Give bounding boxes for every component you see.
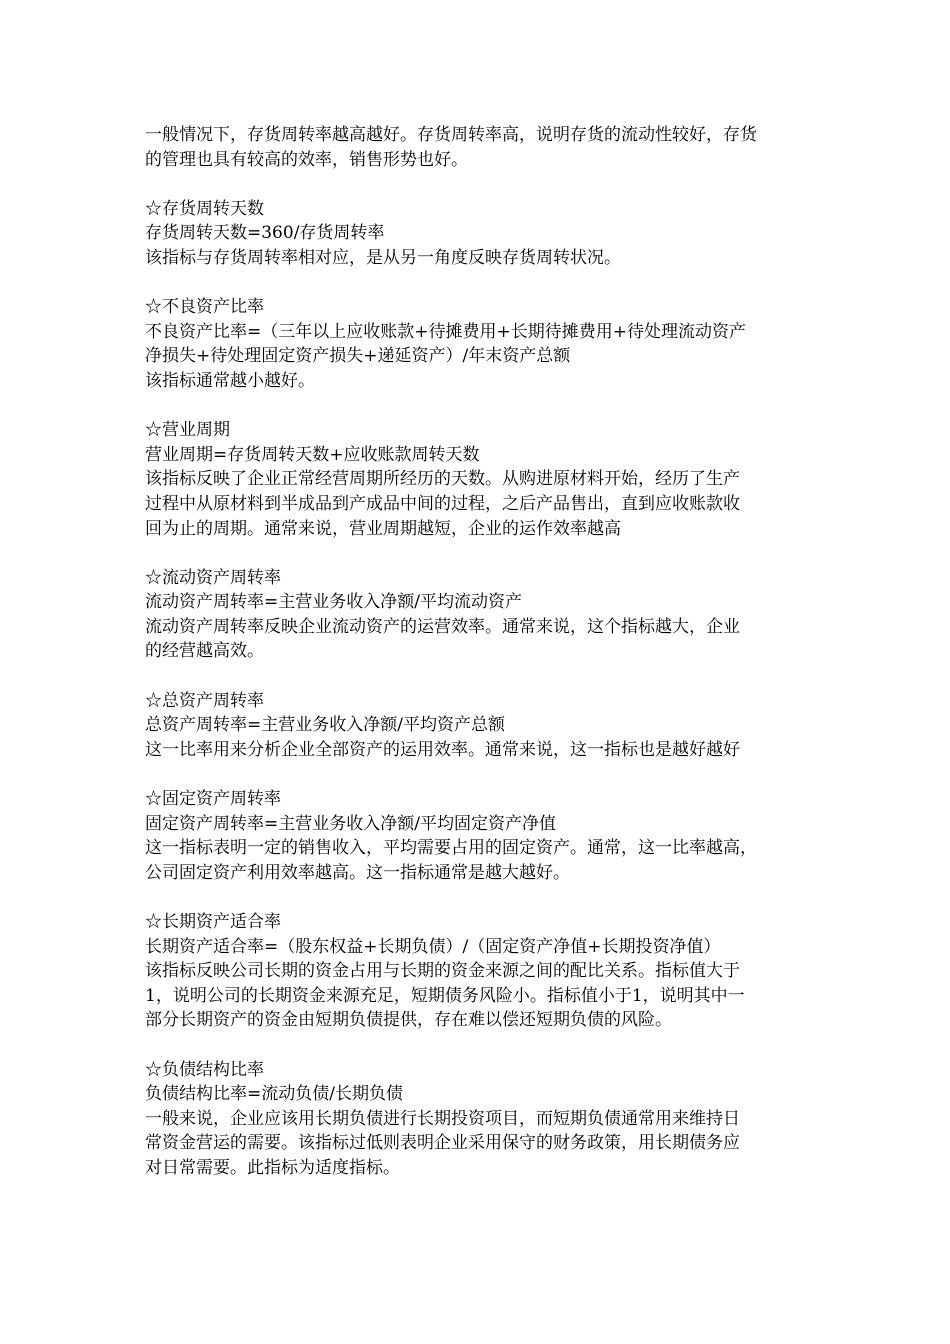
formula-line: 固定资产周转率=主营业务收入净额/平均固定资产净值 [145,813,556,834]
section-fixed-asset-turnover [145,787,815,885]
section-heading: ☆营业周期 [145,420,230,441]
text-line: 的管理也具有较高的效率，销售形势也好。 [145,149,468,170]
formula-line: 存货周转天数=360/存货周转率 [145,223,385,244]
text-line: 一般情况下，存货周转率越高越好。存货周转率高，说明存货的流动性较好，存货 [145,125,757,145]
text-line: 1，说明公司的长期资金来源充足，短期债务风险小。指标值小于1，说明其中一 [145,985,745,1006]
text-line: 部分长期资产的资金由短期负债提供，存在难以偿还短期负债的风险。 [145,1010,672,1031]
text-line: 对日常需要。此指标为适度指标。 [145,1157,400,1178]
section-heading: ☆负债结构比率 [145,1059,264,1080]
text-line: 流动资产周转率反映企业流动资产的运营效率。通常来说，这个指标越大，企业 [145,616,740,637]
section-total-asset-turnover [145,689,815,763]
text-line: 该指标通常越小越好。 [145,370,315,391]
text-line: 公司固定资产利用效率越高。这一指标通常是越大越好。 [145,862,570,883]
text-line: 的经营越高效。 [145,641,264,662]
formula-line: 总资产周转率=主营业务收入净额/平均资产总额 [145,715,505,736]
section-current-asset-turnover [145,566,815,664]
text-line: 该指标与存货周转率相对应，是从另一角度反映存货周转状况。 [145,247,621,268]
formula-line: 长期资产适合率=（股东权益+长期负债）/（固定资产净值+长期投资净值） [145,936,721,957]
section-heading: ☆存货周转天数 [145,198,264,219]
document-page [145,123,815,1181]
formula-line: 营业周期=存货周转天数+应收账款周转天数 [145,444,480,465]
text-line: 这一比率用来分析企业全部资产的运用效率。通常来说，这一指标也是越好越好 [145,739,740,760]
text-line: 该指标反映了企业正常经营周期所经历的天数。从购进原材料开始，经历了生产 [145,469,740,490]
text-line: 常资金营运的需要。该指标过低则表明企业采用保守的财务政策，用长期债务应 [145,1133,740,1154]
section-bad-asset-ratio [145,295,815,393]
intro-paragraph [145,123,815,172]
text-line: 这一指标表明一定的销售收入，平均需要占用的固定资产。通常，这一比率越高， [145,838,757,859]
formula-line: 净损失+待处理固定资产损失+递延资产）/年末资产总额 [145,346,571,367]
section-long-term-asset-fit-ratio [145,910,815,1033]
section-heading: ☆不良资产比率 [145,297,264,318]
section-heading: ☆固定资产周转率 [145,789,281,810]
section-debt-structure-ratio [145,1058,815,1181]
section-heading: ☆总资产周转率 [145,690,264,711]
text-line: 一般来说，企业应该用长期负债进行长期投资项目，而短期负债通常用来维持日 [145,1108,740,1129]
formula-line: 不良资产比率=（三年以上应收账款+待摊费用+长期待摊费用+待处理流动资产 [145,321,746,342]
formula-line: 负债结构比率=流动负债/长期负债 [145,1084,403,1105]
section-heading: ☆流动资产周转率 [145,567,281,588]
section-operating-cycle [145,418,815,541]
section-heading: ☆长期资产适合率 [145,912,281,932]
section-inventory-turnover-days [145,197,815,271]
formula-line: 流动资产周转率=主营业务收入净额/平均流动资产 [145,592,522,613]
text-line: 过程中从原材料到半成品到产成品中间的过程，之后产品售出，直到应收账款收 [145,493,740,514]
text-line: 回为止的周期。通常来说，营业周期越短，企业的运作效率越高 [145,518,621,539]
text-line: 该指标反映公司长期的资金占用与长期的资金来源之间的配比关系。指标值大于 [145,961,740,982]
